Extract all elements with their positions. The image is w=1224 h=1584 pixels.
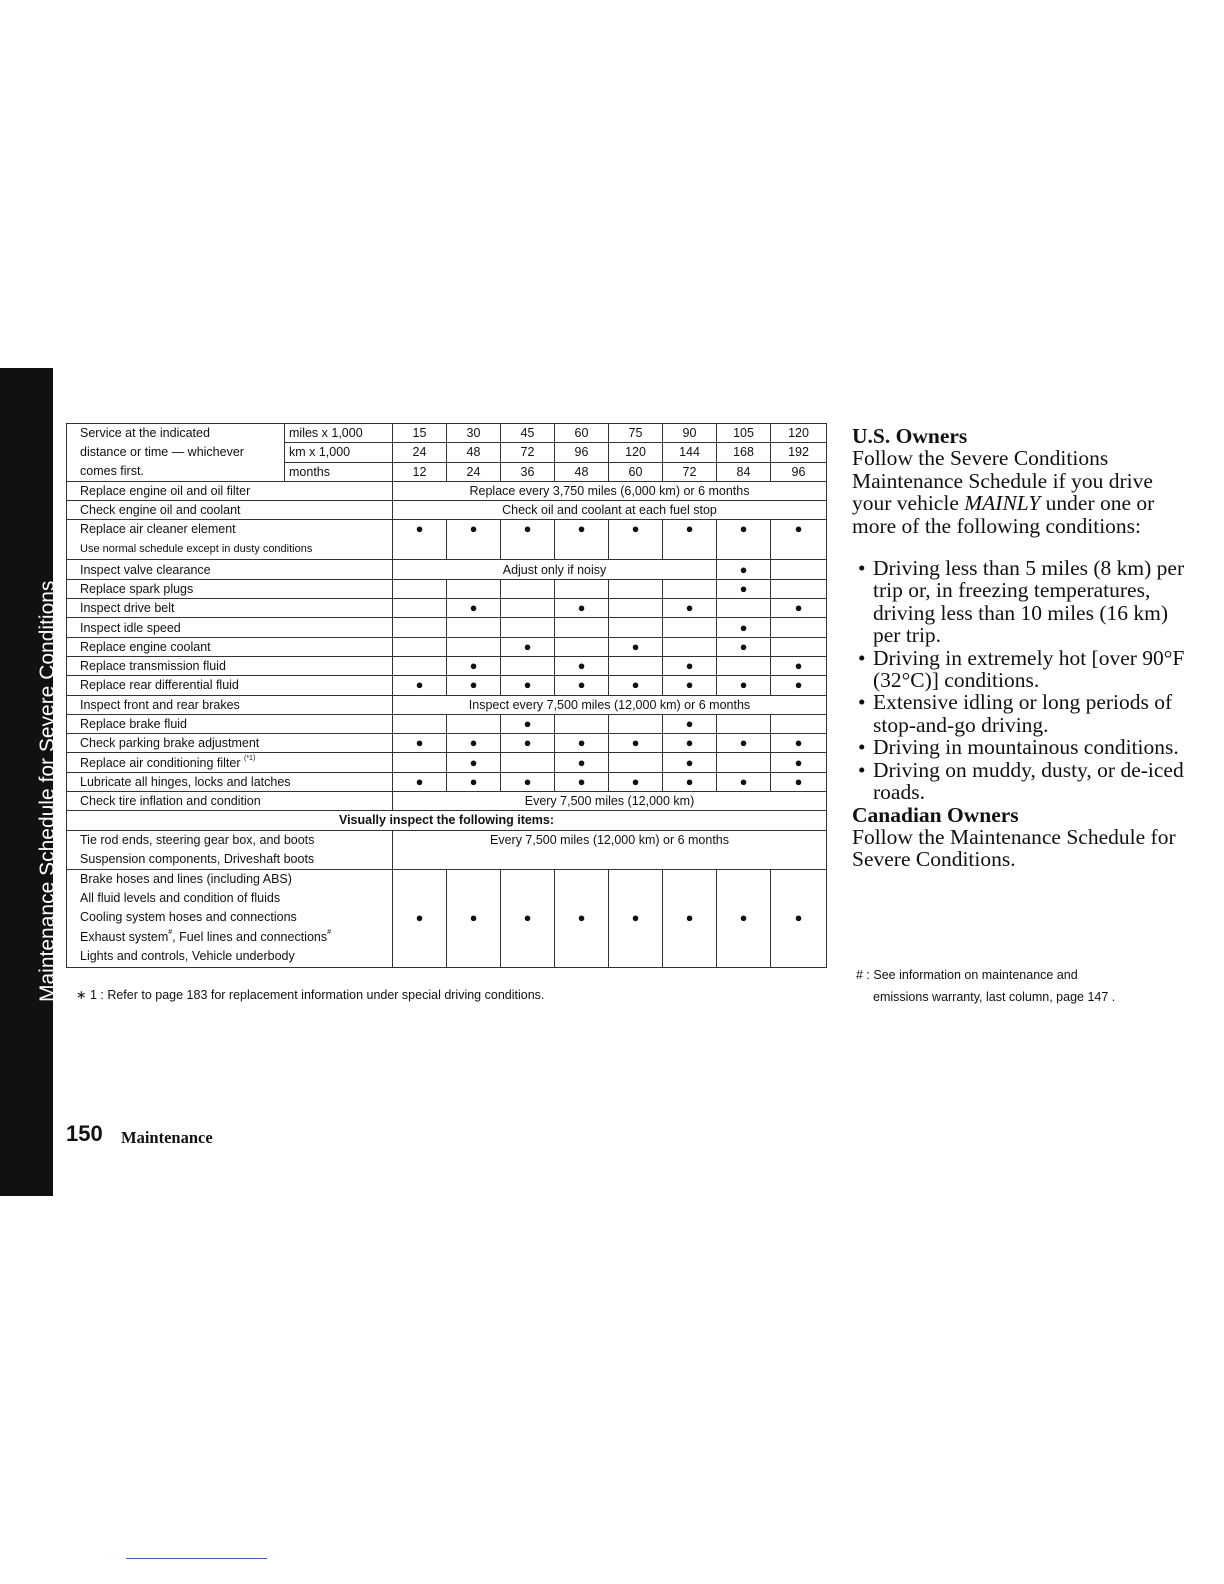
months-value: 24 [447, 462, 501, 481]
service-dot: ● [501, 869, 555, 967]
service-dot: ● [393, 676, 447, 695]
service-dot: ● [501, 714, 555, 733]
service-dot: ● [717, 676, 771, 695]
canadian-owners-title: Canadian Owners [852, 802, 1019, 827]
service-dot: ● [771, 869, 827, 967]
service-dot: ● [609, 637, 663, 656]
months-value: 60 [609, 462, 663, 481]
header-label: distance or time — whichever [67, 443, 285, 462]
months-value: 84 [717, 462, 771, 481]
item-label: Lubricate all hinges, locks and latches [67, 772, 393, 791]
service-dot: ● [447, 753, 501, 772]
item-label: Replace engine oil and oil filter [67, 481, 393, 500]
service-dot: ● [501, 637, 555, 656]
table-row [67, 830, 827, 869]
item-label: Replace brake fluid [67, 714, 393, 733]
item-note: Every 7,500 miles (12,000 km) [393, 792, 827, 811]
item-label: Check tire inflation and condition [67, 792, 393, 811]
miles-value: 120 [771, 424, 827, 443]
service-dot: ● [555, 599, 609, 618]
service-dot: ● [771, 656, 827, 675]
item-title: Replace air conditioning filter [80, 755, 241, 770]
months-value: 12 [393, 462, 447, 481]
footnote-2 [856, 964, 1176, 1008]
intro-text: Follow the Severe Conditions Maintenance Schedule if you drive your vehicle [852, 446, 1153, 516]
service-dot: ● [717, 637, 771, 656]
service-dot: ● [555, 656, 609, 675]
service-dot: ● [555, 520, 609, 560]
item-label [67, 753, 393, 772]
km-value: 168 [717, 443, 771, 462]
item-title: Cooling system hoses and connections [80, 910, 297, 925]
unit-label: months [285, 462, 393, 481]
service-dot: ● [663, 714, 717, 733]
miles-value: 60 [555, 424, 609, 443]
service-dot: ● [555, 676, 609, 695]
months-value: 96 [771, 462, 827, 481]
page-number: 150 [66, 1121, 103, 1146]
item-note: Adjust only if noisy [393, 560, 717, 579]
item-label: Check parking brake adjustment [67, 734, 393, 753]
us-owners-title: U.S. Owners [852, 424, 968, 448]
conditions-list [852, 557, 1192, 803]
service-dot: ● [555, 869, 609, 967]
months-value: 48 [555, 462, 609, 481]
item-label [67, 520, 393, 560]
service-dot: ● [609, 772, 663, 791]
miles-value: 45 [501, 424, 555, 443]
unit-label: km x 1,000 [285, 443, 393, 462]
table-row [67, 714, 827, 733]
item-title: Replace air cleaner element [80, 522, 236, 537]
service-dot: ● [609, 676, 663, 695]
header-row-months [67, 462, 827, 481]
item-title: Lights and controls, Vehicle underbody [80, 949, 295, 964]
service-dot: ● [393, 520, 447, 560]
table-row [67, 792, 827, 811]
table-row [67, 772, 827, 791]
service-dot: ● [663, 520, 717, 560]
table-row [67, 734, 827, 753]
miles-value: 75 [609, 424, 663, 443]
footnote-marker: # [327, 928, 332, 936]
divider [126, 1558, 267, 1559]
item-title: Exhaust system [80, 929, 169, 944]
visual-inspect-header: Visually inspect the following items: [67, 811, 827, 830]
list-item: • Driving in mountainous conditions. [852, 736, 1192, 758]
item-label: Replace rear differential fluid [67, 676, 393, 695]
service-dot: ● [501, 734, 555, 753]
table-row [67, 618, 827, 637]
service-dot: ● [663, 676, 717, 695]
empty-cell [771, 560, 827, 579]
maintenance-schedule-table [66, 423, 827, 968]
km-value: 24 [393, 443, 447, 462]
service-dot: ● [501, 772, 555, 791]
item-label [67, 830, 393, 869]
service-dot: ● [771, 753, 827, 772]
miles-value: 30 [447, 424, 501, 443]
us-owners-intro [852, 447, 1192, 537]
miles-value: 15 [393, 424, 447, 443]
service-dot: ● [717, 560, 771, 579]
header-label: Service at the indicated [67, 424, 285, 443]
table-row [67, 637, 827, 656]
item-title: Suspension components, Driveshaft boots [80, 851, 315, 866]
footnote-marker: # [168, 928, 173, 936]
table-row [67, 560, 827, 579]
months-value: 36 [501, 462, 555, 481]
service-dot: ● [771, 772, 827, 791]
service-dot: ● [717, 772, 771, 791]
item-note: Inspect every 7,500 miles (12,000 km) or 6 months [393, 695, 827, 714]
item-title: , Fuel lines and connections [172, 929, 328, 944]
header-row-miles [67, 424, 827, 443]
footnote-marker: (*1) [244, 754, 256, 762]
service-dot: ● [501, 676, 555, 695]
service-dot: ● [555, 753, 609, 772]
service-dot: ● [501, 520, 555, 560]
service-dot: ● [771, 520, 827, 560]
table-row [67, 599, 827, 618]
footnote-1: ∗ 1 : Refer to page 183 for replacement information under special driving conditions. [76, 988, 545, 1002]
table-row [67, 753, 827, 772]
table-row [67, 520, 827, 560]
service-dot: ● [447, 520, 501, 560]
service-dot: ● [447, 656, 501, 675]
item-note: Every 7,500 miles (12,000 km) or 6 months [393, 830, 827, 869]
item-label: Check engine oil and coolant [67, 501, 393, 520]
table-row [67, 695, 827, 714]
service-dot: ● [663, 599, 717, 618]
owners-column [852, 425, 1192, 871]
service-dot: ● [447, 599, 501, 618]
service-dot: ● [663, 772, 717, 791]
service-dot: ● [555, 734, 609, 753]
service-dot: ● [447, 734, 501, 753]
km-value: 192 [771, 443, 827, 462]
side-tab-label: Maintenance Schedule for Severe Conditions [36, 580, 59, 1002]
table-row [67, 579, 827, 598]
km-value: 96 [555, 443, 609, 462]
item-label [67, 869, 393, 967]
miles-value: 105 [717, 424, 771, 443]
service-dot: ● [717, 869, 771, 967]
km-value: 72 [501, 443, 555, 462]
service-dot: ● [663, 869, 717, 967]
header-row-km [67, 443, 827, 462]
service-dot: ● [771, 734, 827, 753]
item-label: Inspect front and rear brakes [67, 695, 393, 714]
service-dot: ● [447, 869, 501, 967]
service-dot: ● [663, 734, 717, 753]
unit-label: miles x 1,000 [285, 424, 393, 443]
canadian-owners-text: Follow the Maintenance Schedule for Severe Conditions. [852, 824, 1176, 872]
service-dot: ● [609, 869, 663, 967]
item-title: Brake hoses and lines (including ABS) [80, 871, 292, 886]
service-dot: ● [609, 734, 663, 753]
item-label: Replace engine coolant [67, 637, 393, 656]
header-label: comes first. [67, 462, 285, 481]
footnote-2-line: emissions warranty, last column, page 147 . [873, 990, 1116, 1004]
list-item: • Driving in extremely hot [over 90°F (32°C)] conditions. [852, 647, 1192, 692]
service-dot: ● [393, 734, 447, 753]
service-dot: ● [393, 869, 447, 967]
service-dot: ● [771, 676, 827, 695]
service-dot: ● [663, 656, 717, 675]
item-label: Replace spark plugs [67, 579, 393, 598]
intro-text: under one or more of the following conditions: [852, 491, 1155, 538]
item-label: Replace transmission fluid [67, 656, 393, 675]
list-item: • Extensive idling or long periods of stop-and-go driving. [852, 691, 1192, 736]
service-dot: ● [717, 734, 771, 753]
table-row [67, 656, 827, 675]
section-title: Maintenance [121, 1128, 213, 1147]
service-dot: ● [717, 520, 771, 560]
service-dot: ● [447, 676, 501, 695]
list-item: • Driving less than 5 miles (8 km) per trip or, in freezing temperatures, driving less than 10 miles (16 km) per trip. [852, 557, 1192, 647]
item-label: Inspect idle speed [67, 618, 393, 637]
table-row [67, 501, 827, 520]
months-value: 72 [663, 462, 717, 481]
km-value: 120 [609, 443, 663, 462]
table-row [67, 481, 827, 500]
visual-inspect-header-row [67, 811, 827, 830]
list-item: • Driving on muddy, dusty, or de-iced roads. [852, 759, 1192, 804]
item-label: Inspect valve clearance [67, 560, 393, 579]
service-dot: ● [771, 599, 827, 618]
service-dot: ● [447, 772, 501, 791]
service-dot: ● [717, 618, 771, 637]
intro-emphasis: MAINLY [964, 491, 1041, 516]
table-row [67, 676, 827, 695]
item-subnote: Use normal schedule except in dusty conditions [80, 543, 313, 556]
table-row [67, 869, 827, 967]
item-title: Tie rod ends, steering gear box, and boots [80, 832, 315, 847]
km-value: 48 [447, 443, 501, 462]
service-dot: ● [393, 772, 447, 791]
miles-value: 90 [663, 424, 717, 443]
item-note: Check oil and coolant at each fuel stop [393, 501, 827, 520]
item-note: Replace every 3,750 miles (6,000 km) or 6 months [393, 481, 827, 500]
service-dot: ● [609, 520, 663, 560]
item-title: All fluid levels and condition of fluids [80, 891, 281, 906]
service-dot: ● [663, 753, 717, 772]
service-dot: ● [555, 772, 609, 791]
km-value: 144 [663, 443, 717, 462]
service-dot: ● [717, 579, 771, 598]
footnote-2-line: # : See information on maintenance and [856, 968, 1078, 982]
item-label: Inspect drive belt [67, 599, 393, 618]
